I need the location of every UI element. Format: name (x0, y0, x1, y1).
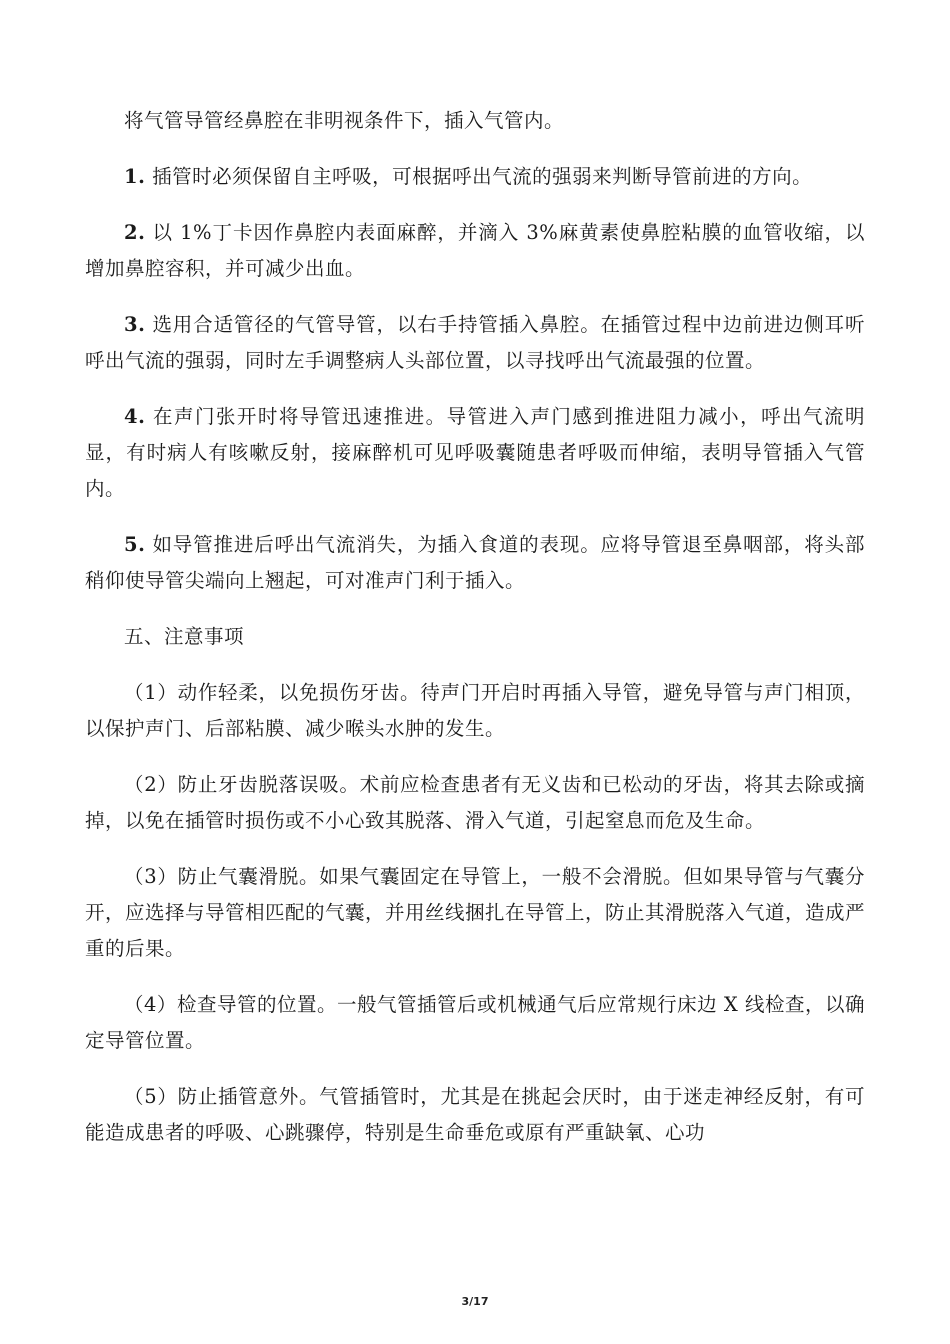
note-text: 防止气囊滑脱。如果气囊固定在导管上，一般不会滑脱。但如果导管与气囊分开，应选择与导管相匹配的气囊，并用丝线捆扎在导管上，防止其滑脱落入气道，造成严重的后果。 (85, 865, 866, 960)
step-text: 选用合适管径的气管导管，以右手持管插入鼻腔。在插管过程中边前进边侧耳听呼出气流的强弱，同时左手调整病人头部位置，以寻找呼出气流最强的位置。 (85, 313, 865, 372)
step-number: 2. (124, 221, 146, 244)
note-paragraph (85, 767, 865, 839)
section-heading: 五、注意事项 (124, 625, 245, 648)
step-number: 3. (124, 313, 146, 336)
step-paragraph (85, 307, 865, 379)
step-number: 5. (124, 533, 146, 556)
note-paragraph (85, 859, 865, 967)
note-number: （3） (124, 865, 178, 888)
note-text: 检查导管的位置。一般气管插管后或机械通气后应常规行床边 X 线检查，以确定导管位置。 (85, 993, 865, 1052)
note-number: （1） (124, 681, 178, 704)
step-text: 以 1%丁卡因作鼻腔内表面麻醉，并滴入 3%麻黄素使鼻腔粘膜的血管收缩，以增加鼻腔容积，并可减少出血。 (85, 221, 865, 280)
step-number: 4. (124, 405, 146, 428)
step-text: 插管时必须保留自主呼吸，可根据呼出气流的强弱来判断导管前进的方向。 (152, 165, 813, 188)
note-text: 动作轻柔，以免损伤牙齿。待声门开启时再插入导管，避免导管与声门相顶，以保护声门、后部粘膜、减少喉头水肿的发生。 (85, 681, 865, 740)
intro-paragraph: 将气管导管经鼻腔在非明视条件下，插入气管内。 (124, 109, 565, 132)
document-body (85, 103, 865, 1171)
step-paragraph (85, 159, 865, 195)
note-text: 防止牙齿脱落误吸。术前应检查患者有无义齿和已松动的牙齿，将其去除或摘掉，以免在插管时损伤或不小心致其脱落、滑入气道，引起窒息而危及生命。 (85, 773, 865, 832)
note-number: （4） (124, 993, 177, 1016)
step-text: 如导管推进后呼出气流消失，为插入食道的表现。应将导管退至鼻咽部，将头部稍仰使导管尖端向上翘起，可对准声门利于插入。 (85, 533, 865, 592)
page-number: 3/17 (461, 1295, 489, 1308)
note-number: （2） (124, 773, 178, 796)
step-paragraph (85, 527, 865, 599)
note-paragraph (85, 987, 865, 1059)
note-paragraph (85, 675, 865, 747)
note-text: 防止插管意外。气管插管时，尤其是在挑起会厌时，由于迷走神经反射，有可能造成患者的呼吸、心跳骤停，特别是生命垂危或原有严重缺氧、心功 (85, 1085, 865, 1144)
step-paragraph (85, 399, 865, 507)
step-text: 在声门张开时将导管迅速推进。导管进入声门感到推进阻力减小，呼出气流明显，有时病人有咳嗽反射，接麻醉机可见呼吸囊随患者呼吸而伸缩，表明导管插入气管内。 (85, 405, 865, 500)
step-number: 1. (124, 165, 146, 188)
note-paragraph (85, 1079, 865, 1151)
note-number: （5） (124, 1085, 178, 1108)
step-paragraph (85, 215, 865, 287)
